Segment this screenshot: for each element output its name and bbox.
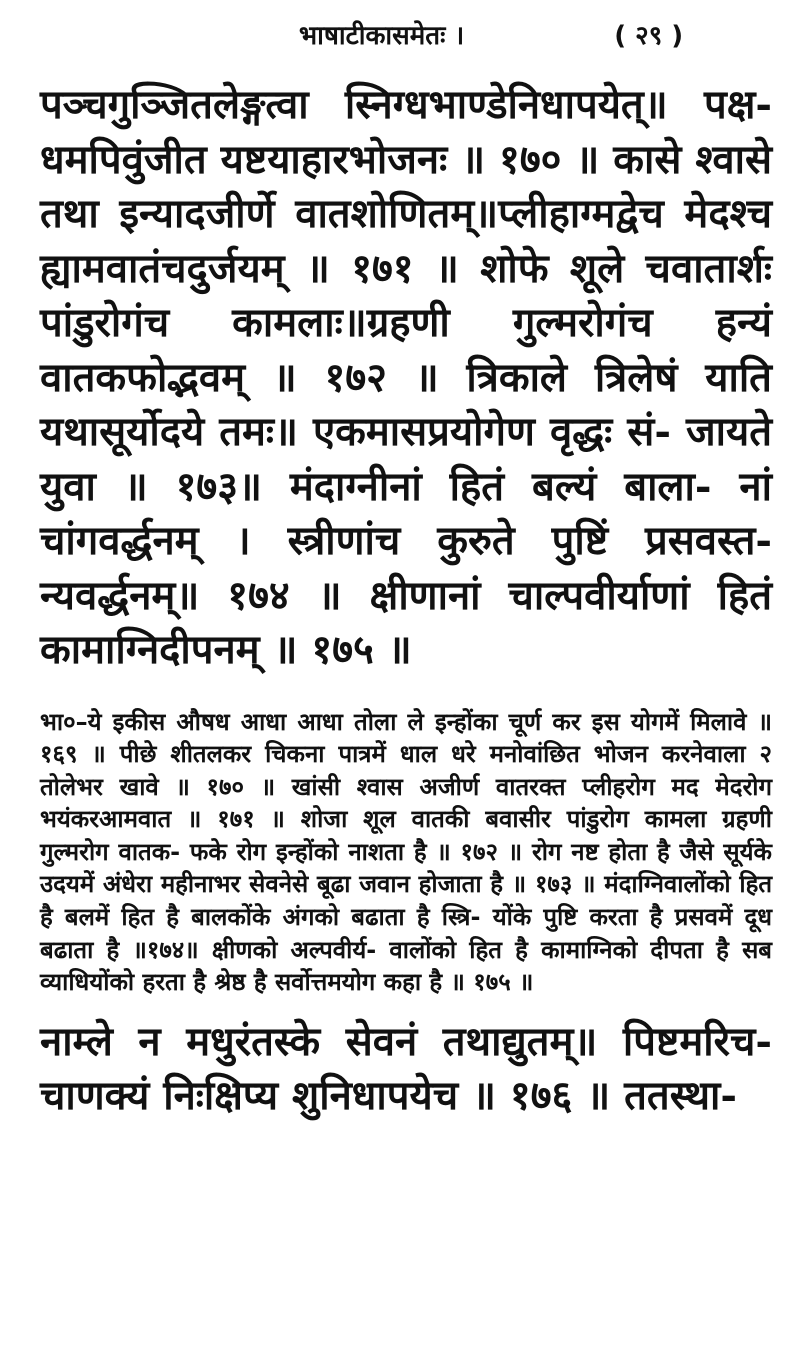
sanskrit-verse-176: नाम्ले न मधुरंतस्के सेवनं तथाद्युतम्॥ पिष्टमरिच- चाणक्यं निःक्षिप्य शुनिधापयेच ॥ १७६ ॥ ततस्था- [40,1017,772,1120]
page-header [40,0,772,68]
running-title: भाषाटीकासमेतः । [298,21,465,51]
hindi-commentary: भा०–ये इकीस औषध आधा आधा तोला ले इन्होंका चूर्ण कर इस योगमें मिलावे ॥ १६९ ॥ पीछे शीतलकर चिकना पात्रमें धाल धरे मनोवांछित भोजन करनेवाला २ तोलेभर खावे ॥ १७० ॥ खांसी श्वास अजीर्ण वातरक्त प्लीहरोग मद मेदरोग भयंकरआमवात ॥ १७१ ॥ शोजा शूल वातकी बवासीर पांडुरोग कामला ग्रहणी गुल्मरोग वातक- फके रोग इन्होंको नाशता है ॥ १७२ ॥ रोग नष्ट होता है जैसे सूर्यके उदयमें अंधेरा महीनाभर सेवनेसे बूढा जवान होजाता है ॥ १७३ ॥ मंदाग्निवालोंको हित है बलमें हित है बालकोंके अंगको बढाता है स्त्रि- योंके पुष्टि करता है प्रसवमें दूध बढाता है ॥१७४॥ क्षीणको अल्पवीर्य- वालोंको हित है कामाग्निको दीपता है सब व्याधियोंको हरता है श्रेष्ठ है सर्वोत्तमयोग कहा है ॥ १७५ ॥ [40,707,772,997]
sanskrit-verses-172-175: पञ्चगुञ्जितलेङ्गत्वा स्निग्धभाण्डेनिधापयेत्॥ पक्ष- धमपिवुंजीत यष्टयाहारभोजनः ॥ १७० ॥ कासे श्वासे तथा इन्यादजीर्णे वातशोणितम्॥प्लीहाग्मद्वेच मेदश्च ह्यामवातंचदुर्जयम् ॥ १७१ ॥ शोफे शूले चवातार्शः पांडुरोगंच कामलाः॥ग्रहणी गुल्मरोगंच हन्यं वातकफोद्भवम् ॥ १७२ ॥ त्रिकाले त्रिलेषं याति यथासूर्योदये तमः॥ एकमासप्रयोगेण वृद्धः सं- जायते युवा ॥ १७३॥ मंदाग्नीनां हितं बल्यं बाला- नां चांगवर्द्धनम् । स्त्रीणांच कुरुते पुष्टिं प्रसवस्त- न्यवर्द्धनम्॥ १७४ ॥ क्षीणानां चाल्पवीर्याणां हितं कामाग्निदीपनम् ॥ १७५ ॥ [40,81,772,673]
page-number: ( २९ ) [614,21,684,51]
